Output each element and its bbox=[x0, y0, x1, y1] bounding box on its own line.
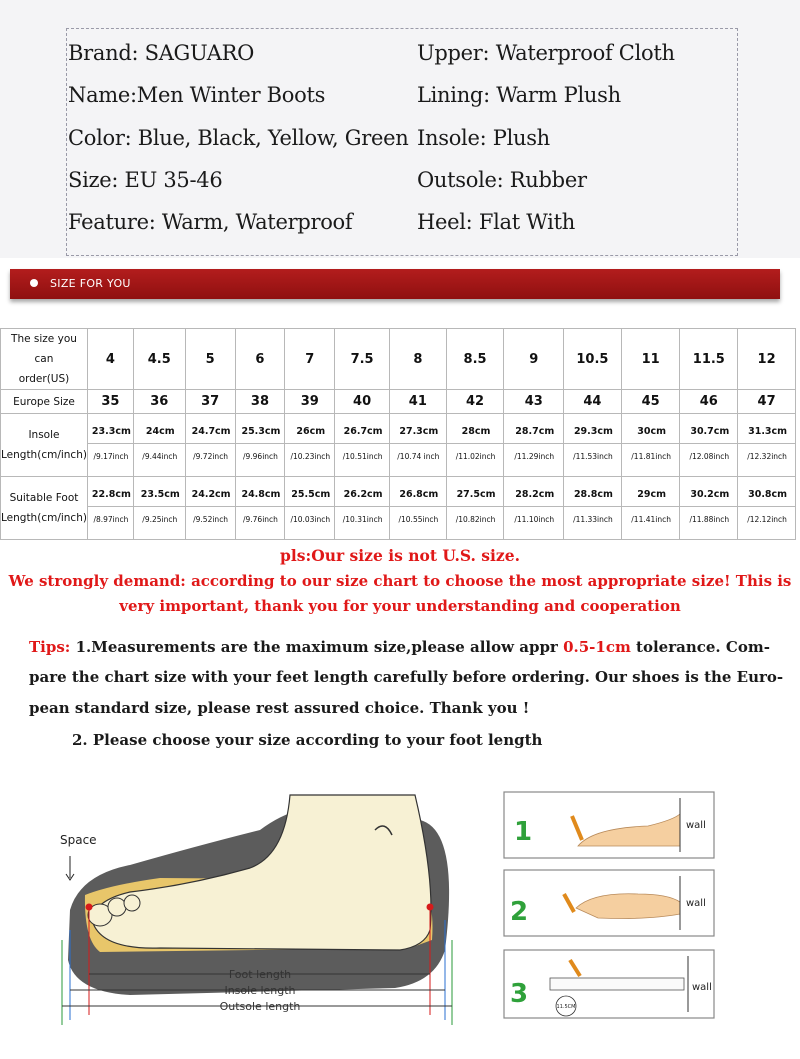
insole-cm-cell: 26.7cm bbox=[335, 414, 390, 444]
spec-brand: Brand: SAGUARO bbox=[68, 41, 255, 65]
foot-inch-cell: /11.88inch bbox=[680, 507, 738, 540]
foot-length-header: Suitable Foot Length(cm/inch) bbox=[1, 477, 88, 540]
foot-length-label: Foot length bbox=[228, 968, 292, 981]
insole-length-label: Insole length bbox=[224, 984, 296, 997]
insole-cm-cell: 28cm bbox=[446, 414, 504, 444]
insole-cm-cell: 23.3cm bbox=[87, 414, 133, 444]
us-size-cell: 10.5 bbox=[564, 329, 622, 390]
step-3-panel bbox=[504, 950, 714, 1018]
foot-inch-cell: /9.25inch bbox=[133, 507, 185, 540]
insole-inch-cell: /11.53inch bbox=[564, 444, 622, 477]
toe-point-marker bbox=[86, 904, 93, 911]
insole-cm-cell: 25.3cm bbox=[235, 414, 285, 444]
insole-inch-cell: /10.23inch bbox=[285, 444, 335, 477]
eu-size-cell: 38 bbox=[235, 390, 285, 414]
insole-inch-cell: /9.44inch bbox=[133, 444, 185, 477]
insole-length-header: Insole Length(cm/inch) bbox=[1, 414, 88, 477]
insole-inch-cell: /11.29inch bbox=[504, 444, 564, 477]
eu-size-cell: 42 bbox=[446, 390, 504, 414]
size-notice-line: pls:Our size is not U.S. size. bbox=[280, 546, 520, 565]
step-2-number: 2 bbox=[510, 897, 529, 927]
us-size-cell: 11 bbox=[621, 329, 680, 390]
us-size-cell: 8.5 bbox=[446, 329, 504, 390]
foot-inch-cell: /10.03inch bbox=[285, 507, 335, 540]
us-size-cell: 9 bbox=[504, 329, 564, 390]
step-3-number: 3 bbox=[510, 979, 529, 1009]
eu-size-row bbox=[1, 390, 796, 414]
step-2-panel bbox=[504, 870, 714, 936]
foot-inch-cell: /8.97inch bbox=[87, 507, 133, 540]
spec-color: Color: Blue, Black, Yellow, Green bbox=[68, 126, 409, 150]
size-demand-line: We strongly demand: according to our size chart to choose the most appropriate size! This is bbox=[8, 572, 792, 590]
wall-label-2: wall bbox=[686, 898, 706, 909]
insole-cm-row bbox=[1, 414, 796, 444]
foot-cm-cell: 28.8cm bbox=[564, 477, 622, 507]
tips-line-4: 2. Please choose your size according to your foot length bbox=[72, 731, 543, 749]
foot-inch-cell: /10.31inch bbox=[335, 507, 390, 540]
ruler-mark-label: 11.5CM bbox=[556, 1004, 576, 1010]
us-size-cell: 6 bbox=[235, 329, 285, 390]
foot-cm-cell: 30.2cm bbox=[680, 477, 738, 507]
eu-size-cell: 47 bbox=[738, 390, 796, 414]
insole-inch-cell: /10.74 inch bbox=[389, 444, 446, 477]
insole-cm-cell: 26cm bbox=[285, 414, 335, 444]
foot-inch-cell: /12.12inch bbox=[738, 507, 796, 540]
insole-inch-cell: /10.51inch bbox=[335, 444, 390, 477]
foot-inch-cell: /11.10inch bbox=[504, 507, 564, 540]
eu-size-cell: 45 bbox=[621, 390, 680, 414]
ruler-icon bbox=[550, 978, 684, 990]
spec-name: Name:Men Winter Boots bbox=[68, 83, 326, 107]
foot-cm-cell: 22.8cm bbox=[87, 477, 133, 507]
insole-cm-cell: 24cm bbox=[133, 414, 185, 444]
tips-line-3: pean standard size, please rest assured choice. Thank you ! bbox=[29, 699, 530, 717]
tips-line-1: Tips: 1.Measurements are the maximum size,please allow appr 0.5-1cm tolerance. Com- bbox=[29, 638, 770, 656]
tolerance-value: 0.5-1cm bbox=[563, 638, 631, 656]
eu-size-cell: 46 bbox=[680, 390, 738, 414]
measuring-steps-diagram bbox=[498, 788, 738, 1024]
us-size-row bbox=[1, 329, 796, 390]
insole-cm-cell: 28.7cm bbox=[504, 414, 564, 444]
wall-label-3: wall bbox=[692, 982, 712, 993]
step-1-number: 1 bbox=[514, 817, 533, 847]
size-section-banner bbox=[10, 269, 780, 299]
foot-inch-cell: /11.33inch bbox=[564, 507, 622, 540]
insole-cm-cell: 24.7cm bbox=[185, 414, 235, 444]
foot-cm-cell: 25.5cm bbox=[285, 477, 335, 507]
insole-inch-cell: /11.02inch bbox=[446, 444, 504, 477]
foot-inch-cell: /9.52inch bbox=[185, 507, 235, 540]
eu-size-cell: 44 bbox=[564, 390, 622, 414]
us-size-cell: 11.5 bbox=[680, 329, 738, 390]
spec-outsole: Outsole: Rubber bbox=[417, 168, 587, 192]
size-chart-table bbox=[0, 328, 796, 540]
spec-feature: Feature: Warm, Waterproof bbox=[68, 210, 353, 234]
eu-size-header: Europe Size bbox=[1, 390, 88, 414]
spec-size: Size: EU 35-46 bbox=[68, 168, 223, 192]
eu-size-cell: 40 bbox=[335, 390, 390, 414]
bullet-icon bbox=[30, 279, 38, 287]
foot-cm-cell: 29cm bbox=[621, 477, 680, 507]
eu-size-cell: 36 bbox=[133, 390, 185, 414]
insole-inch-cell: /12.32inch bbox=[738, 444, 796, 477]
us-size-cell: 8 bbox=[389, 329, 446, 390]
spec-panel bbox=[0, 0, 800, 258]
foot-inch-cell: /11.41inch bbox=[621, 507, 680, 540]
spec-lining: Lining: Warm Plush bbox=[417, 83, 621, 107]
step-1-panel bbox=[504, 792, 714, 858]
us-size-header: The size you can order(US) bbox=[1, 329, 88, 390]
eu-size-cell: 37 bbox=[185, 390, 235, 414]
insole-inch-cell: /11.81inch bbox=[621, 444, 680, 477]
foot-inch-cell: /10.82inch bbox=[446, 507, 504, 540]
insole-cm-cell: 30.7cm bbox=[680, 414, 738, 444]
insole-cm-cell: 31.3cm bbox=[738, 414, 796, 444]
foot-inch-row bbox=[1, 507, 796, 540]
spec-heel: Heel: Flat With bbox=[417, 210, 575, 234]
foot-cm-cell: 28.2cm bbox=[504, 477, 564, 507]
foot-cm-cell: 24.8cm bbox=[235, 477, 285, 507]
foot-cm-cell: 23.5cm bbox=[133, 477, 185, 507]
outsole-length-label: Outsole length bbox=[219, 1000, 301, 1013]
size-thanks-line: very important, thank you for your understanding and cooperation bbox=[119, 597, 681, 615]
us-size-cell: 4.5 bbox=[133, 329, 185, 390]
wall-label-1: wall bbox=[686, 820, 706, 831]
us-size-cell: 4 bbox=[87, 329, 133, 390]
eu-size-cell: 35 bbox=[87, 390, 133, 414]
eu-size-cell: 41 bbox=[389, 390, 446, 414]
foot-inch-cell: /10.55inch bbox=[389, 507, 446, 540]
insole-inch-cell: /12.08inch bbox=[680, 444, 738, 477]
tips-line-2: pare the chart size with your feet length carefully before ordering. Our shoes is the Euro- bbox=[29, 668, 784, 686]
foot-cm-cell: 26.8cm bbox=[389, 477, 446, 507]
foot-cm-cell: 26.2cm bbox=[335, 477, 390, 507]
insole-cm-cell: 27.3cm bbox=[389, 414, 446, 444]
insole-inch-cell: /9.72inch bbox=[185, 444, 235, 477]
foot-cm-row bbox=[1, 477, 796, 507]
us-size-cell: 7.5 bbox=[335, 329, 390, 390]
insole-cm-cell: 30cm bbox=[621, 414, 680, 444]
eu-size-cell: 39 bbox=[285, 390, 335, 414]
foot-length-diagram bbox=[40, 760, 480, 1050]
eu-size-cell: 43 bbox=[504, 390, 564, 414]
foot-inch-cell: /9.76inch bbox=[235, 507, 285, 540]
us-size-cell: 5 bbox=[185, 329, 235, 390]
insole-inch-cell: /9.96inch bbox=[235, 444, 285, 477]
spec-upper: Upper: Waterproof Cloth bbox=[417, 41, 675, 65]
heel-point-marker bbox=[427, 904, 434, 911]
insole-inch-row bbox=[1, 444, 796, 477]
foot-cm-cell: 27.5cm bbox=[446, 477, 504, 507]
insole-cm-cell: 29.3cm bbox=[564, 414, 622, 444]
banner-label: SIZE FOR YOU bbox=[50, 277, 131, 290]
us-size-cell: 12 bbox=[738, 329, 796, 390]
foot-cm-cell: 24.2cm bbox=[185, 477, 235, 507]
spec-insole: Insole: Plush bbox=[417, 126, 550, 150]
foot-cm-cell: 30.8cm bbox=[738, 477, 796, 507]
us-size-cell: 7 bbox=[285, 329, 335, 390]
space-label: Space bbox=[60, 833, 97, 847]
tips-label: Tips: bbox=[29, 638, 71, 656]
insole-inch-cell: /9.17inch bbox=[87, 444, 133, 477]
